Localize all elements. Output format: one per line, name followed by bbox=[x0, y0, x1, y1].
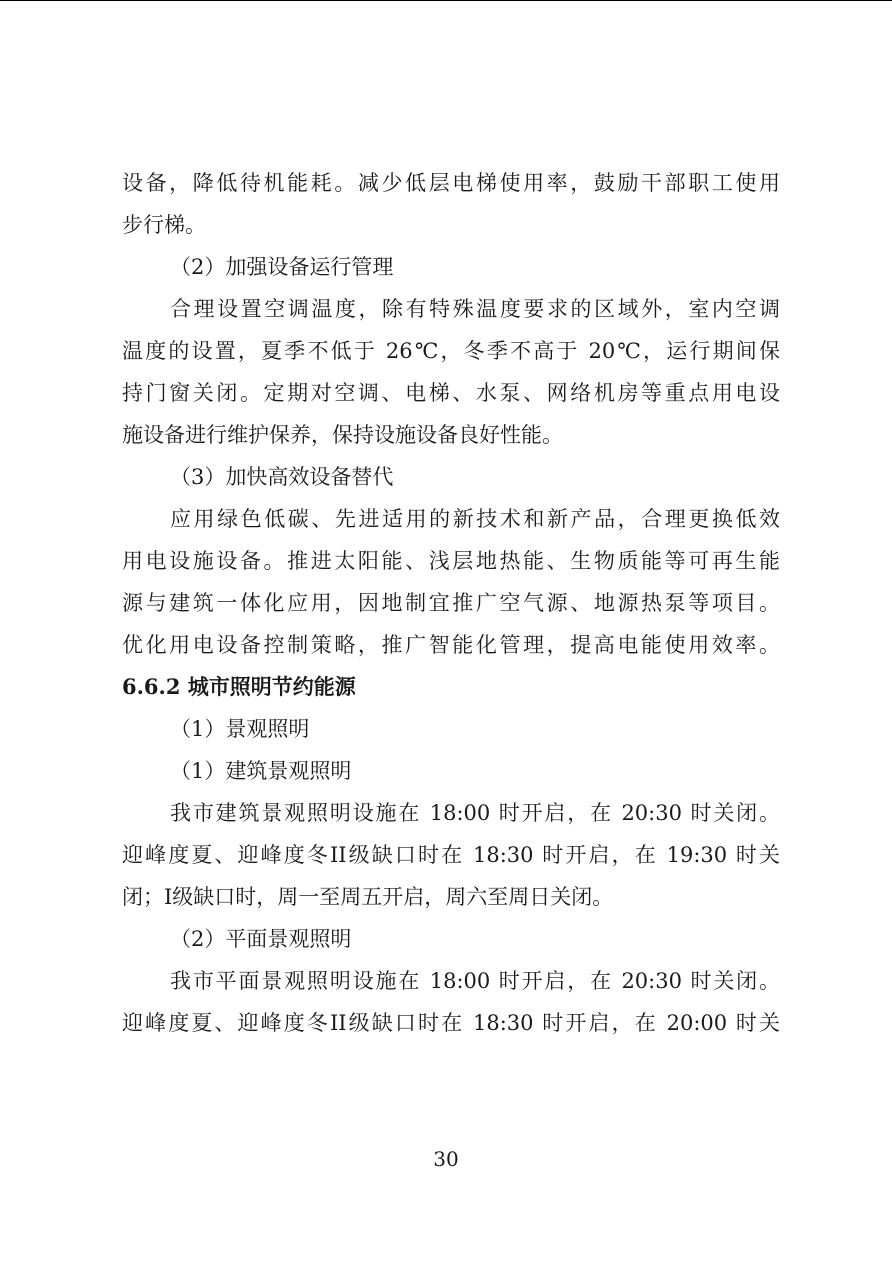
paragraph-line: 温度的设置，夏季不低于 26℃，冬季不高于 20℃，运行期间保 bbox=[122, 339, 780, 363]
paragraph-line: 施设备进行维护保养，保持设施设备良好性能。 bbox=[122, 423, 563, 447]
paragraph-line: 迎峰度夏、迎峰度冬II级缺口时在 18:30 时开启，在 19:30 时关 bbox=[122, 843, 780, 867]
subsection-title: （1）景观照明 bbox=[170, 717, 310, 741]
paragraph-line: 源与建筑一体化应用，因地制宜推广空气源、地源热泵等项目。 bbox=[122, 591, 780, 615]
top-border-rule bbox=[0, 0, 892, 1]
paragraph-line: 用电设施设备。推进太阳能、浅层地热能、生物质能等可再生能 bbox=[122, 549, 780, 573]
paragraph-line: 步行梯。 bbox=[122, 213, 206, 237]
paragraph-line: 设备，降低待机能耗。减少低层电梯使用率，鼓励干部职工使用 bbox=[122, 171, 780, 195]
page-number: 30 bbox=[433, 1147, 459, 1171]
paragraph-line: 我市平面景观照明设施在 18:00 时开启，在 20:30 时关闭。 bbox=[170, 969, 780, 993]
paragraph-line: 优化用电设备控制策略，推广智能化管理，提高电能使用效率。 bbox=[122, 633, 780, 657]
paragraph-line: 闭；I级缺口时，周一至周五开启，周六至周日关闭。 bbox=[122, 885, 614, 909]
subsection-title: （2）平面景观照明 bbox=[170, 927, 352, 951]
paragraph-line: 合理设置空调温度，除有特殊温度要求的区域外，室内空调 bbox=[170, 297, 780, 321]
paragraph-line: 我市建筑景观照明设施在 18:00 时开启，在 20:30 时关闭。 bbox=[170, 801, 780, 825]
section-heading: 6.6.2 城市照明节约能源 bbox=[122, 674, 356, 699]
document-body bbox=[122, 162, 780, 1044]
paragraph-line: 应用绿色低碳、先进适用的新技术和新产品，合理更换低效 bbox=[170, 507, 780, 531]
subsection-title: （3）加快高效设备替代 bbox=[170, 465, 394, 489]
paragraph-line: 持门窗关闭。定期对空调、电梯、水泵、网络机房等重点用电设 bbox=[122, 381, 780, 405]
paragraph-line: 迎峰度夏、迎峰度冬II级缺口时在 18:30 时开启，在 20:00 时关 bbox=[122, 1011, 780, 1035]
subsection-title: （2）加强设备运行管理 bbox=[170, 255, 394, 279]
subsection-title: （1）建筑景观照明 bbox=[170, 759, 352, 783]
